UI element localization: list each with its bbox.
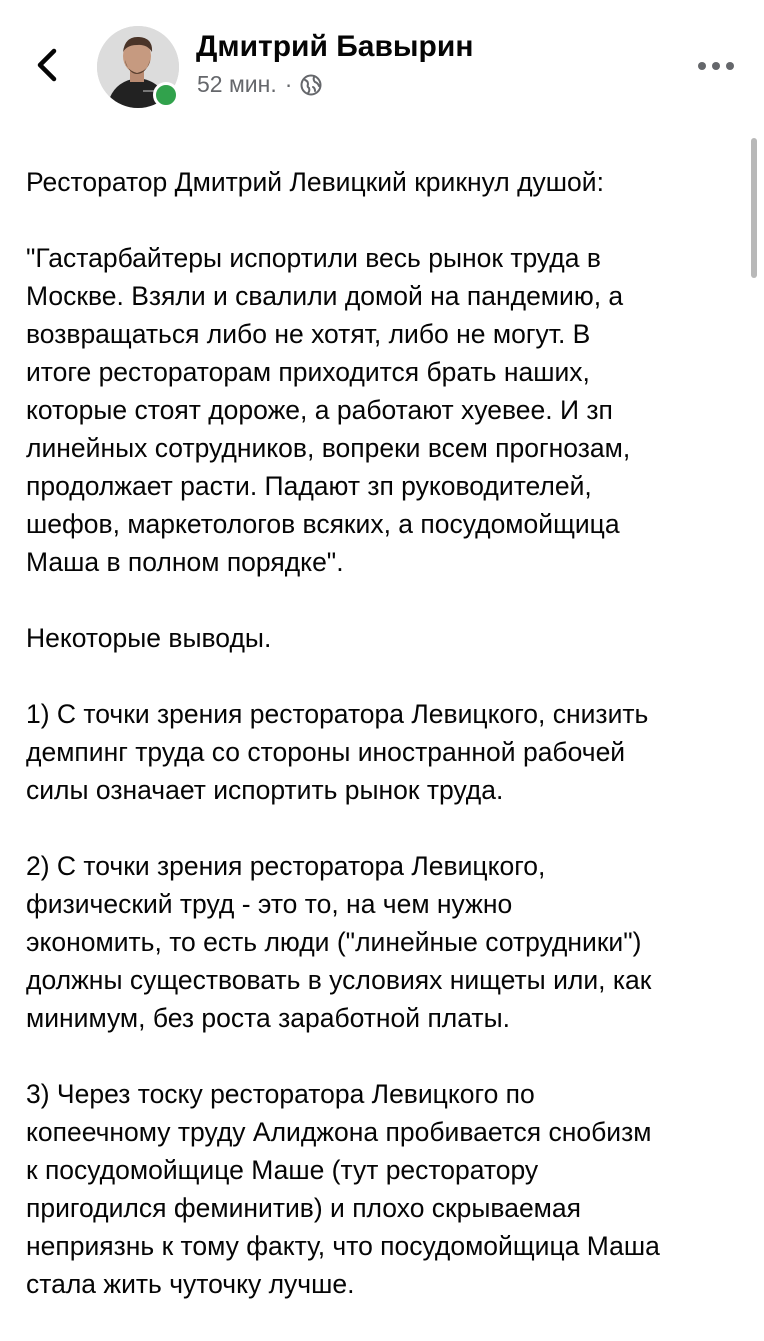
scrollbar[interactable]	[751, 138, 757, 278]
post-paragraph: 1) С точки зрения ресторатора Левицкого, снизить демпинг труда со стороны иностранной рабочей силы означает испортить рынок труда.	[26, 699, 649, 805]
post-time[interactable]: 52 мин.	[197, 71, 277, 97]
back-button[interactable]	[22, 40, 72, 90]
post-paragraph: 3) Через тоску ресторатора Левицкого по копеечному труду Алиджона пробивается снобизм к посудомойщице Маше (тут ресторатору пригодился феминитив) и плохо скрываемая неприязнь к тому факту, что посудомойщица Маша стала жить чуточку лучше.	[26, 1079, 660, 1299]
chevron-left-icon	[34, 47, 60, 83]
post-paragraph: Некоторые выводы.	[26, 623, 272, 653]
meta-separator: ·	[284, 71, 293, 97]
author-name[interactable]: Дмитрий Бавырин	[196, 30, 474, 63]
post-paragraph: 2) С точки зрения ресторатора Левицкого, физический труд - это то, на чем нужно экономить, то есть люди ("линейные сотрудники") должны существовать в условиях нищеты или, как минимум, без роста заработной платы.	[26, 851, 652, 1033]
globe-icon[interactable]	[300, 74, 322, 96]
more-options-button[interactable]	[688, 48, 744, 84]
post-meta	[197, 71, 322, 98]
online-status-badge	[153, 82, 179, 108]
post-paragraph: Ресторатор Дмитрий Левицкий крикнул душой:	[26, 167, 604, 197]
post-text	[26, 163, 744, 1341]
post-header	[0, 0, 764, 120]
post-paragraph: "Гастарбайтеры испортили весь рынок труда в Москве. Взяли и свалили домой на пандемию, а возвращаться либо не хотят, либо не могут. В итоге рестораторам приходится брать наших, которые стоят дороже, а работают хуевее. И зп линейных сотрудников, вопреки всем прогнозам, продолжает расти. Падают зп руководителей, шефов, маркетологов всяких, а посудомойщица Маша в полном порядке".	[26, 243, 631, 577]
more-horizontal-icon	[696, 61, 736, 71]
